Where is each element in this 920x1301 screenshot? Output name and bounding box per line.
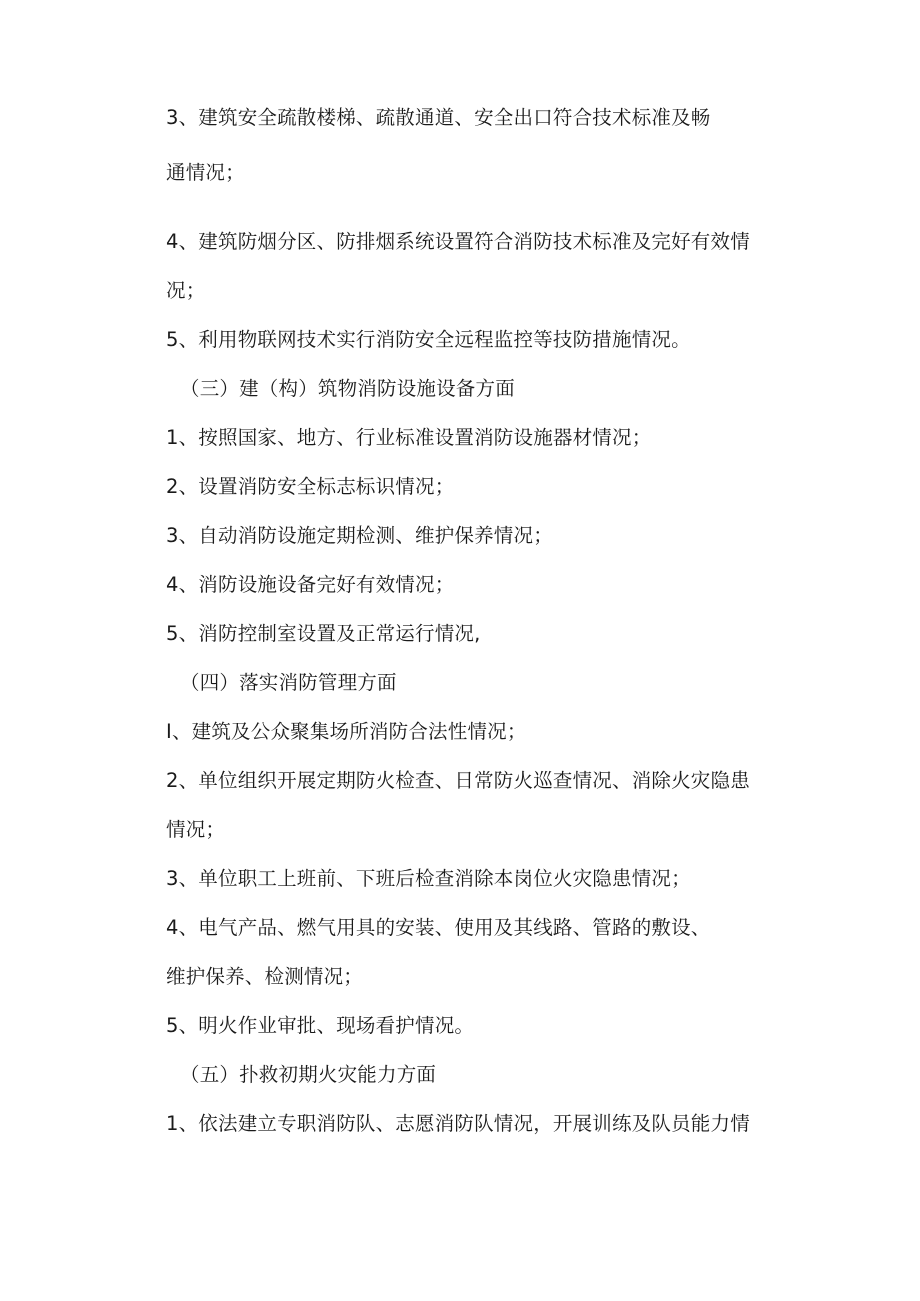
section-heading: （三）建（构）筑物消防设施设备方面: [180, 377, 515, 400]
paragraph-line: 4、电气产品、燃气用具的安装、使用及其线路、管路的敷设、: [166, 916, 711, 939]
paragraph-line: 4、消防设施设备完好有效情况；: [166, 573, 455, 596]
paragraph-line: 4、建筑防烟分区、防排烟系统设置符合消防技术标准及完好有效情: [166, 230, 750, 253]
section-heading: （四）落实消防管理方面: [180, 671, 397, 694]
paragraph-line: 2、单位组织开展定期防火检查、日常防火巡查情况、消除火灾隐患: [166, 769, 750, 792]
paragraph-line: 3、建筑安全疏散楼梯、疏散通道、安全出口符合技术标准及畅: [166, 106, 711, 129]
paragraph-line: 1、依法建立专职消防队、志愿消防队情况，开展训练及队员能力情: [166, 1112, 750, 1135]
paragraph-line: 通情况；: [166, 161, 245, 184]
paragraph-line: 况；: [166, 279, 206, 302]
paragraph-line: 1、按照国家、地方、行业标准设置消防设施器材情况；: [166, 426, 652, 449]
paragraph-line: 3、自动消防设施定期检测、维护保养情况；: [166, 524, 553, 547]
paragraph-line: 5、明火作业审批、现场看护情况。: [166, 1014, 475, 1037]
paragraph-line: 5、利用物联网技术实行消防安全远程监控等技防措施情况。: [166, 328, 691, 351]
paragraph-line: 情况；: [166, 818, 226, 841]
paragraph-line: 维护保养、检测情况；: [166, 965, 364, 988]
paragraph-line: I、建筑及公众聚集场所消防合法性情况；: [166, 720, 527, 743]
paragraph-line: 3、单位职工上班前、下班后检查消除本岗位火灾隐患情况；: [166, 867, 691, 890]
paragraph-line: 2、设置消防安全标志标识情况；: [166, 475, 455, 498]
paragraph-line: 5、消防控制室设置及正常运行情况,: [166, 622, 481, 645]
section-heading: （五）扑救初期火灾能力方面: [180, 1063, 437, 1086]
